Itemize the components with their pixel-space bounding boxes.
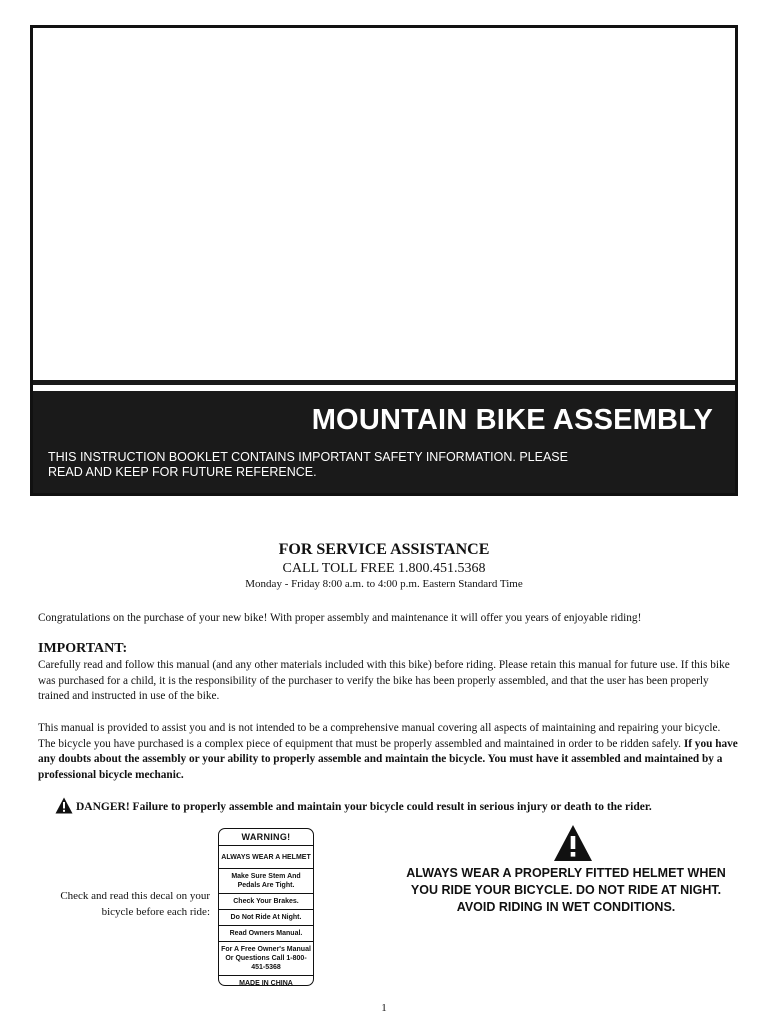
page-number: 1 [381, 1002, 387, 1014]
service-phone: CALL TOLL FREE 1.800.451.5368 [282, 561, 486, 576]
decal-line: Do Not Ride At Night. [219, 910, 313, 926]
important-heading: IMPORTANT: [38, 641, 128, 656]
important-paragraph: Carefully read and follow this manual (and any other materials included with this bike) before riding. Please retain this manual for future use. If this bike was purchased for a child, it is the responsibility of the purchaser to verify the bike has been properly assembled, and that the user has been properly trained and instructed in use of the bike. [38, 659, 730, 702]
service-hours: Monday - Friday 8:00 a.m. to 4:00 p.m. Eastern Standard Time [245, 578, 523, 590]
cover-frame [30, 25, 738, 496]
congrats-paragraph: Congratulations on the purchase of your new bike! With proper assembly and maintenance it will offer you years of enjoyable riding! [38, 612, 642, 624]
title-banner [33, 380, 735, 493]
manual-bold-text: If you have any doubts about the assembly or your ability to properly assemble and maintain the bicycle. You must have it assembled and maintained by a professional bicycle mechanic. [38, 737, 738, 781]
service-title: FOR SERVICE ASSISTANCE [278, 541, 490, 558]
decal-line: For A Free Owner's Manual Or Questions Call 1-800-451-5368 [219, 942, 313, 976]
helmet-warning-text: ALWAYS WEAR A PROPERLY FITTED HELMET WHEN YOU RIDE YOUR BICYCLE. DO NOT RIDE AT NIGHT. AVOID RIDING IN WET CONDITIONS. [406, 866, 726, 914]
manual-paragraph [38, 721, 738, 783]
decal-line: Make Sure Stem And Pedals Are Tight. [219, 869, 313, 894]
warning-triangle-icon [553, 824, 593, 862]
decal-line: MADE IN CHINA [239, 979, 293, 986]
warning-triangle-icon [55, 797, 73, 814]
document-title: MOUNTAIN BIKE ASSEMBLY [311, 404, 713, 436]
cover-image-area [33, 28, 735, 380]
manual-text: This manual is provided to assist you and is not intended to be a comprehensive manual covering all aspects of maintaining and repairing your bicycle. The bicycle you have purchased is a complex piece of equipment that must be properly assembled and maintained in order to be ridden safely. [38, 722, 721, 750]
danger-notice [55, 797, 652, 816]
service-assistance-block [0, 540, 768, 591]
decal-title: WARNING! [219, 829, 313, 846]
decal-line: Read Owners Manual. [219, 926, 313, 942]
decal-line: ALWAYS WEAR A HELMET [219, 846, 313, 869]
decal-line: Check Your Brakes. [219, 894, 313, 910]
decal-caption: Check and read this decal on your bicycle before each ride: [60, 890, 210, 918]
document-subtitle: THIS INSTRUCTION BOOKLET CONTAINS IMPORTANT SAFETY INFORMATION. PLEASE READ AND KEEP FOR FUTURE REFERENCE. [48, 450, 568, 479]
warning-decal [218, 828, 314, 986]
danger-text: DANGER! Failure to properly assemble and maintain your bicycle could result in serious injury or death to the rider. [76, 801, 652, 813]
banner-stripe [33, 385, 735, 391]
